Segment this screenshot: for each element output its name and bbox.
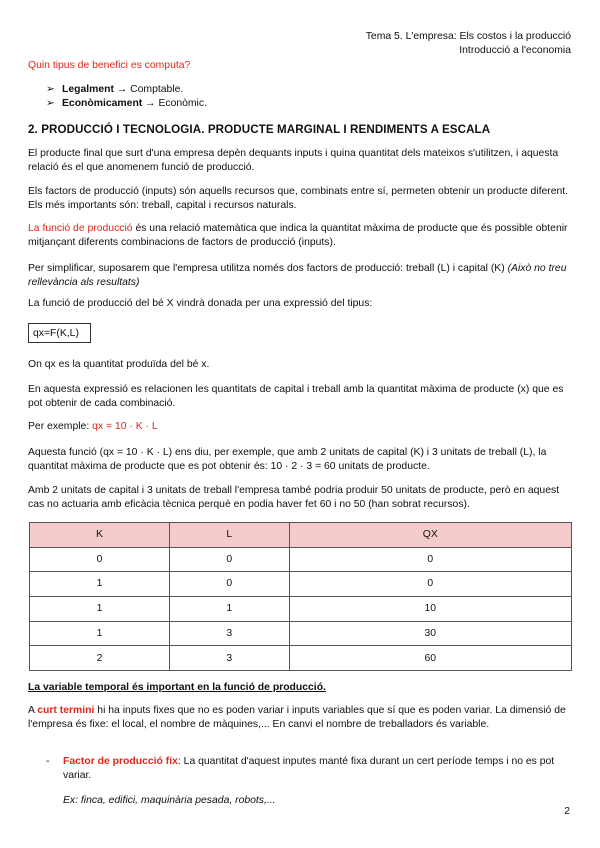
table-cell: 60 — [289, 646, 571, 671]
bullet-economic: ➢ Econòmicament → Econòmic. — [46, 98, 207, 109]
temporal-heading: La variable temporal és important en la funció de producció. — [28, 682, 326, 693]
paragraph-expression: La funció de producció del bé X vindrà donada per una expressió del tipus: — [28, 298, 373, 309]
paragraph-production-function: La funció de producció és una relació matemàtica que indica la quantitat màxima de producte que és possible obtenir mitjançant diferents combinacions de factors de producció (inputs). — [28, 223, 568, 248]
paragraph-example-explain: Aquesta funció (qx = 10 · K · L) ens diu, per exemple, que amb 2 unitats de capital (K) i 3 unitats de treball (L), la quantitat màxima de producte que es pot obtenir és: 10 · 2 · 3 = 60 unitats de producte. — [28, 447, 547, 472]
table-cell: 0 — [169, 547, 289, 572]
bullet-arrow-icon: ➢ — [46, 98, 55, 109]
table-cell: 30 — [289, 621, 571, 646]
table-row — [30, 547, 572, 572]
header-topic: Tema 5. L'empresa: Els costos i la producció — [365, 31, 571, 42]
table-header-cell: QX — [289, 523, 571, 548]
table-row — [30, 597, 572, 622]
paragraph-simplify: Per simplificar, suposarem que l'empresa utilitza només dos factors de producció: treball (L) i capital (K) (Això no treu rellevància als resultats) — [28, 263, 567, 288]
table-cell: 0 — [289, 547, 571, 572]
table-row — [30, 646, 572, 671]
section-heading: 2. PRODUCCIÓ I TECNOLOGIA. PRODUCTE MARGINAL I RENDIMENTS A ESCALA — [28, 123, 491, 136]
table-cell: 1 — [30, 621, 170, 646]
header-course: Introducció a l'economia — [459, 45, 571, 56]
table-cell: 0 — [30, 547, 170, 572]
table-header-cell: L — [169, 523, 289, 548]
table-cell: 0 — [289, 572, 571, 597]
table-cell: 1 — [169, 597, 289, 622]
bullet-legal: ➢ Legalment → Comptable. — [46, 84, 184, 95]
fixed-factor-example: Ex: finca, edifici, maquinària pesada, robots,... — [63, 795, 276, 806]
table-cell: 3 — [169, 646, 289, 671]
formula-box: qx=F(K,L) — [28, 323, 91, 343]
page-number: 2 — [564, 806, 570, 817]
benefit-question: Quin tipus de benefici es computa? — [28, 60, 191, 71]
table-cell: 1 — [30, 597, 170, 622]
table-cell: 0 — [169, 572, 289, 597]
paragraph-efficiency: Amb 2 unitats de capital i 3 unitats de treball l'empresa també podria produir 50 unitats de producte, però en aquest cas no actuaria amb eficàcia tècnica perquè en podia haver fet 60 i no 50 (han sobrat recursos). — [28, 485, 560, 510]
table-cell: 1 — [30, 572, 170, 597]
table-cell: 3 — [169, 621, 289, 646]
bullet-arrow-icon: ➢ — [46, 84, 55, 95]
dash-marker: - — [46, 756, 50, 767]
table-cell: 2 — [30, 646, 170, 671]
paragraph-factors: Els factors de producció (inputs) són aquells recursos que, combinats entre sí, permeten obtenir un producte diferent. Els més importants són: treball, capital i recursos naturals. — [28, 186, 569, 211]
table-header-row — [30, 523, 572, 548]
paragraph-relation: En aquesta expressió es relacionen les quantitats de capital i treball amb la quantitat màxima de producte (x) que es pot obtenir de cada combinació. — [28, 384, 564, 409]
paragraph-final-product: El producte final que surt d'una empresa depèn dequants inputs i quina quantitat dels mateixos s'utilitzen, i aquesta relació és el que anomenem funció de producció. — [28, 148, 559, 173]
table-header-cell: K — [30, 523, 170, 548]
table-cell: 10 — [289, 597, 571, 622]
paragraph-qx: On qx es la quantitat produïda del bé x. — [28, 359, 210, 370]
table-row — [30, 621, 572, 646]
paragraph-example: Per exemple: qx = 10 · K · L — [28, 421, 158, 432]
production-table — [29, 522, 572, 671]
fixed-factor-item: Factor de producció fix: La quantitat d'aquest inputes manté fixa durant un cert període temps i no es pot variar. — [63, 756, 555, 781]
table-row — [30, 572, 572, 597]
paragraph-short-term: A curt termini hi ha inputs fixes que no es poden variar i inputs variables que sí que es poden variar. La dimensió de l'empresa és fixe: el local, el nombre de màquines,... En canvi el nombre de treballadors és variable. — [28, 705, 566, 730]
